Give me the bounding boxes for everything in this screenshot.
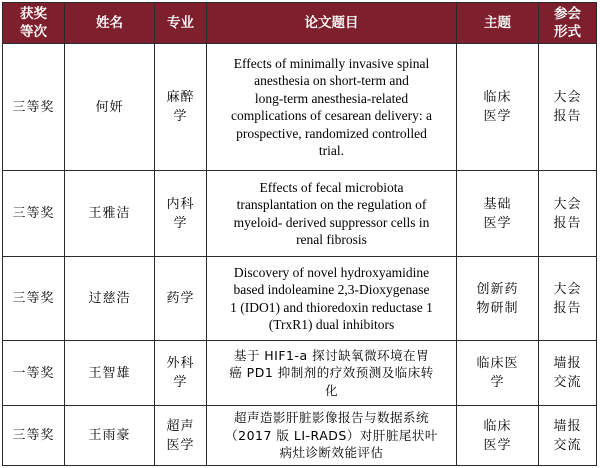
title-cell: Effects of fecal microbiota transplantation on the regulation of myeloid- derived suppressor cells in renal fibrosis: [207, 171, 457, 257]
table-row: [3, 171, 597, 257]
title-cell: Discovery of novel hydroxyamidine based indoleamine 2,3-Dioxygenase 1 (IDO1) and thioredoxin reductase 1 (TrxR1) dual inhibitors: [207, 257, 457, 341]
header-format: 参会 形式: [539, 3, 597, 44]
major-cell: 超声 医学: [155, 406, 207, 466]
theme-cell: 临床 医学: [457, 406, 539, 466]
table-row: [3, 341, 597, 406]
award-cell: 三等奖: [3, 257, 65, 341]
theme-cell: 临床 医学: [457, 44, 539, 171]
name-cell: 何妍: [65, 44, 155, 171]
name-cell: 过慈浩: [65, 257, 155, 341]
format-cell: 墙报 交流: [539, 341, 597, 406]
name-cell: 王雨豪: [65, 406, 155, 466]
major-cell: 药学: [155, 257, 207, 341]
format-cell: 大会 报告: [539, 257, 597, 341]
award-cell: 一等奖: [3, 341, 65, 406]
award-cell: 三等奖: [3, 406, 65, 466]
theme-cell: 基础 医学: [457, 171, 539, 257]
name-cell: 王雅洁: [65, 171, 155, 257]
name-cell: 王智雄: [65, 341, 155, 406]
header-award: 获奖 等次: [3, 3, 65, 44]
table-row: [3, 44, 597, 171]
header-name: 姓名: [65, 3, 155, 44]
format-cell: 大会 报告: [539, 44, 597, 171]
theme-cell: 临床医 学: [457, 341, 539, 406]
award-cell: 三等奖: [3, 44, 65, 171]
table-body: [3, 44, 597, 466]
major-cell: 麻醉 学: [155, 44, 207, 171]
awards-table: [2, 2, 597, 466]
header-title: 论文题目: [207, 3, 457, 44]
header-major: 专业: [155, 3, 207, 44]
table-row: [3, 257, 597, 341]
header-row: [3, 3, 597, 44]
format-cell: 大会 报告: [539, 171, 597, 257]
format-cell: 墙报 交流: [539, 406, 597, 466]
award-cell: 三等奖: [3, 171, 65, 257]
major-cell: 内科 学: [155, 171, 207, 257]
table-header: [3, 3, 597, 44]
major-cell: 外科 学: [155, 341, 207, 406]
theme-cell: 创新药 物研制: [457, 257, 539, 341]
table-row: [3, 406, 597, 466]
title-cell: Effects of minimally invasive spinal anesthesia on short-term and long-term anesthesia-related complications of cesarean delivery: a prospective, randomized controlled trial.: [207, 44, 457, 171]
header-theme: 主题: [457, 3, 539, 44]
title-cell: 基于 HIF1-a 探讨缺氧微环境在胃 癌 PD1 抑制剂的疗效预测及临床转 化: [207, 341, 457, 406]
title-cell: 超声造影肝脏影像报告与数据系统 （2017 版 LI-RADS）对肝脏尾状叶 病灶诊断效能评估: [207, 406, 457, 466]
